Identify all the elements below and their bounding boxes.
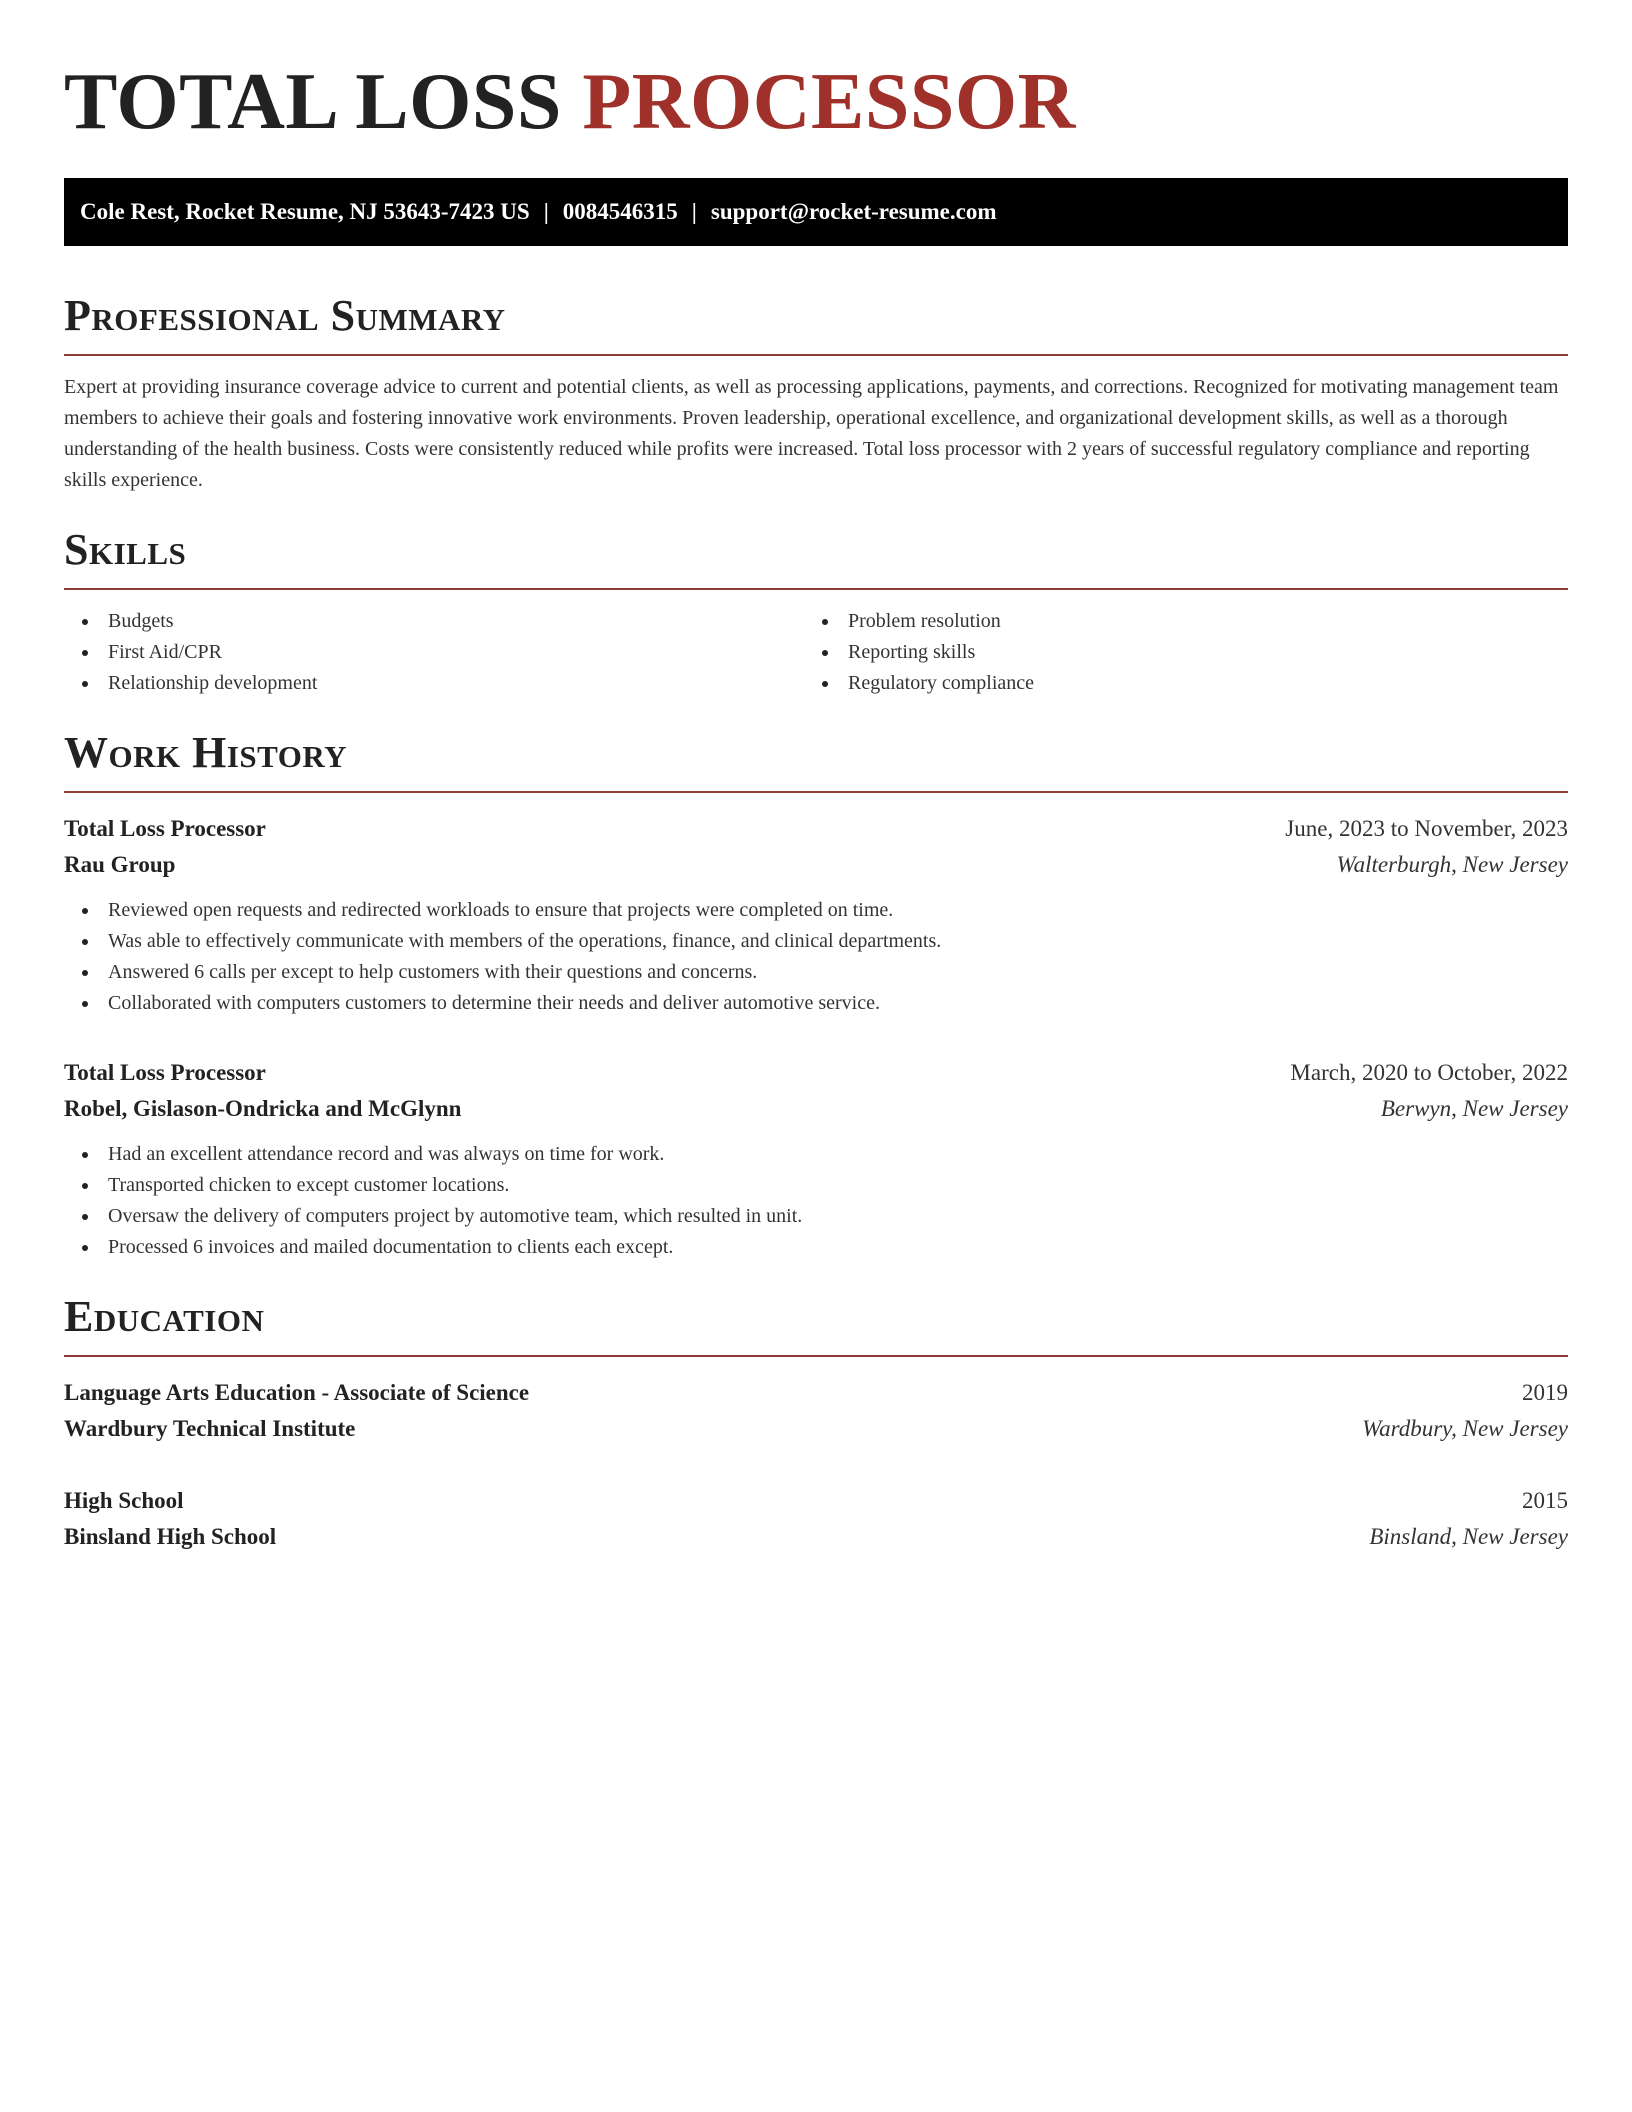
education-location: Binsland, New Jersey [1369,1524,1568,1549]
education-year: 2015 [1522,1488,1568,1513]
contact-bar [64,178,1568,246]
job-dates: June, 2023 to November, 2023 [1285,816,1568,841]
job-company: Rau Group [64,852,176,877]
education-entry [64,1375,1568,1447]
contact-address: Cole Rest, Rocket Resume, NJ 53643-7423 US [80,199,530,224]
job-role: Total Loss Processor [64,1060,266,1085]
education-school-row [64,1411,1568,1447]
skill-item: Relationship development [108,668,804,699]
work-heading: Work History [64,727,1568,793]
education-entry [64,1483,1568,1555]
summary-section [64,290,1568,496]
job-bullet: Oversaw the delivery of computers project by automotive team, which resulted in unit. [108,1201,1568,1232]
job-bullet: Reviewed open requests and redirected workloads to ensure that projects were completed on time. [108,895,1568,926]
skill-item: Budgets [108,606,804,637]
job-role: Total Loss Processor [64,816,266,841]
education-school: Wardbury Technical Institute [64,1416,356,1441]
skill-item: Regulatory compliance [848,668,1544,699]
job-bullet: Had an excellent attendance record and was always on time for work. [108,1139,1568,1170]
skills-section [64,524,1568,699]
job-bullet: Transported chicken to except customer locations. [108,1170,1568,1201]
job-location: Berwyn, New Jersey [1380,1096,1568,1121]
skills-heading: Skills [64,524,1568,590]
summary-heading: Professional Summary [64,290,1568,356]
name-last: PROCESSOR [582,58,1076,146]
job-dates: March, 2020 to October, 2022 [1290,1060,1568,1085]
education-section [64,1291,1568,1555]
job-entry [64,811,1568,1019]
contact-separator: | [691,199,697,224]
job-bullet: Collaborated with computers customers to determine their needs and deliver automotive service. [108,988,1568,1019]
skill-item: Reporting skills [848,637,1544,668]
skill-item: First Aid/CPR [108,637,804,668]
skills-column-left [64,606,804,699]
job-bullet: Was able to effectively communicate with members of the operations, finance, and clinical departments. [108,926,1568,957]
job-bullets [64,1139,1568,1263]
education-degree-row [64,1375,1568,1411]
job-entry [64,1055,1568,1263]
job-header-row [64,811,1568,847]
work-section [64,727,1568,1263]
education-degree: High School [64,1488,184,1513]
summary-text: Expert at providing insurance coverage advice to current and potential clients, as well as processing applications, payments, and corrections. Recognized for motivating management team members to achieve their goals and fostering innovative work environments. Proven leadership, operational excellence, and organizational development skills, as well as a thorough understanding of the health business. Costs were consistently reduced while profits were increased. Total loss processor with 2 years of successful regulatory compliance and reporting skills experience. [64,376,1559,491]
job-bullet: Answered 6 calls per except to help customers with their questions and concerns. [108,957,1568,988]
education-location: Wardbury, New Jersey [1362,1416,1568,1441]
skills-column-right [804,606,1544,699]
resume-name [64,56,1568,148]
job-bullet: Processed 6 invoices and mailed documentation to clients each except. [108,1232,1568,1263]
contact-phone[interactable]: 0084546315 [562,199,678,224]
job-location: Walterburgh, New Jersey [1336,852,1568,877]
education-heading: Education [64,1291,1568,1357]
name-first: TOTAL LOSS [64,58,562,146]
contact-separator: | [543,199,549,224]
education-school-row [64,1519,1568,1555]
education-degree-row [64,1483,1568,1519]
education-degree: Language Arts Education - Associate of Science [64,1380,530,1405]
education-year: 2019 [1522,1380,1568,1405]
job-bullets [64,895,1568,1019]
job-company-row [64,847,1568,883]
job-header-row [64,1055,1568,1091]
job-company: Robel, Gislason-Ondricka and McGlynn [64,1096,462,1121]
education-school: Binsland High School [64,1524,277,1549]
skill-item: Problem resolution [848,606,1544,637]
skills-list [64,606,1568,699]
contact-email[interactable]: support@rocket-resume.com [710,199,997,224]
job-company-row [64,1091,1568,1127]
